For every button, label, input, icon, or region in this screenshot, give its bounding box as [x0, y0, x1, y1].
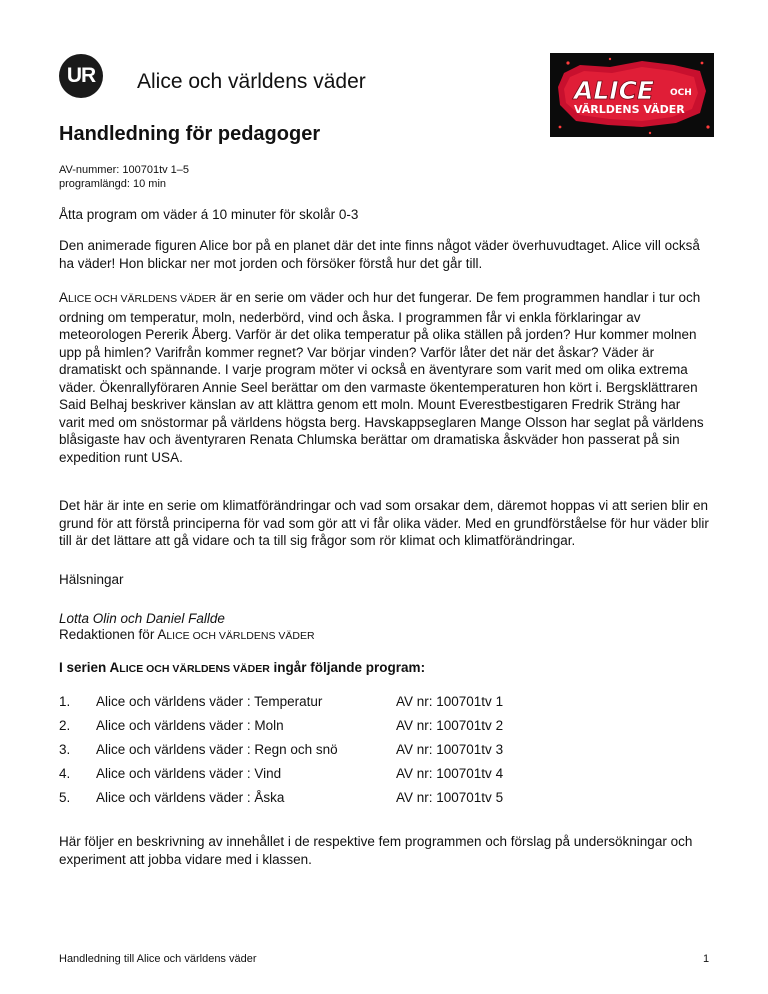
paragraph-2: [59, 289, 709, 466]
program-number: 1.: [59, 694, 71, 709]
sc-first: A: [59, 290, 69, 305]
sc-rest: LICE OCH VÄRLDENS VÄDER: [68, 293, 217, 305]
program-av-number: AV nr: 100701tv 3: [396, 742, 504, 757]
av-number: AV-nummer: 100701tv 1–5: [59, 164, 190, 176]
series-logo-image: [550, 53, 714, 137]
series-logo-alice: ALICE: [574, 76, 655, 105]
series-logo-varldens: VÄRLDENS VÄDER: [574, 103, 685, 116]
signature-names: Lotta Olin och Daniel Fallde: [59, 611, 225, 626]
program-length: programlängd: 10 min: [59, 178, 167, 190]
series-heading-sc-rest: LICE OCH VÄRLDENS VÄDER: [119, 663, 270, 675]
signature-editorial: [59, 626, 709, 646]
program-number: 5.: [59, 790, 71, 805]
series-logo-och: OCH: [670, 88, 692, 98]
page-title: Handledning för pedagoger: [59, 123, 321, 145]
program-av-number: AV nr: 100701tv 2: [396, 718, 504, 733]
list-item: [59, 694, 659, 718]
program-title: Alice och världens väder : Åska: [96, 790, 285, 805]
closing-text: Här följer en beskrivning av innehållet i de respektive fem programmen och förslag på undersökningar och experiment att jobba vidare med i klassen.: [59, 834, 693, 867]
series-heading: [59, 659, 709, 679]
program-title: Alice och världens väder : Vind: [96, 766, 282, 781]
series-heading-suffix: ingår följande program:: [269, 660, 426, 675]
program-av-number: AV nr: 100701tv 5: [396, 790, 504, 805]
program-title: Alice och världens väder : Temperatur: [96, 694, 323, 709]
ur-logo: [59, 54, 103, 98]
paragraph-3: Det här är inte en serie om klimatförändringar och vad som orsakar dem, däremot hoppas vi att serien blir en grund för att förstå principerna för vad som gör att vi får olika väder. Med en grundförståelse för hur väder blir till är det lättare att gå vidare och ta till sig frågor som rör klimat och klimatförändringar.: [59, 498, 709, 548]
intro-text: Åtta program om väder á 10 minuter för skolår 0-3: [59, 207, 359, 222]
footer-text: Handledning till Alice och världens väder: [59, 953, 257, 965]
program-av-number: AV nr: 100701tv 1: [396, 694, 504, 709]
list-item: [59, 742, 659, 766]
program-title: Alice och världens väder : Moln: [96, 718, 284, 733]
editorial-sc-first: A: [157, 627, 167, 642]
paragraph-1: Den animerade figuren Alice bor på en planet där det inte finns något väder överhuvudtaget. Alice vill också ha väder! Hon blickar ner mot jorden och försöker förstå hur det går till.: [59, 238, 700, 271]
list-item: [59, 766, 659, 790]
program-number: 4.: [59, 766, 71, 781]
editorial-prefix: Redaktionen för: [59, 627, 158, 642]
list-item: [59, 718, 659, 742]
paragraph-2-body: är en serie om väder och hur det fungerar. De fem programmen handlar i tur och ordning om temperatur, moln, nederbörd, vind och åska. I programmen får vi enkla förklaringar av meteorologen Pererik Åberg. Varför är det olika temperatur på olika ställen på jorden? Hur kommer molnen upp på himlen? Varifrån kommer regnet? Var börjar vinden? Varför låter det när det åskar? Väder är dramatiskt och spännande. I varje program möter vi också en äventyrare som varit med om olika extrema väder. Ökenrallyföraren Annie Seel berättar om den varmaste ökentemperaturen hon kört i. Bergsklättraren Said Belhaj beskriver känslan av att klättra genom ett moln. Mount Everestbestigaren Fredrik Sträng har varit med om snöstormar på världens högsta berg. Havskappseglaren Mange Olsson har seglat på världens blåsigaste hav och äventyraren Renata Chlumska berättar om dramatiska åskväder hon passerat på sin expedition runt USA.: [59, 290, 704, 465]
program-av-number: AV nr: 100701tv 4: [396, 766, 504, 781]
program-title: Alice och världens väder : Regn och snö: [96, 742, 338, 757]
list-item: [59, 790, 659, 814]
series-heading-prefix: I serien: [59, 660, 110, 675]
editorial-sc-rest: LICE OCH VÄRLDENS VÄDER: [166, 630, 315, 642]
series-title: Alice och världens väder: [137, 70, 366, 93]
ur-logo-text: UR: [66, 64, 96, 87]
greeting: Hälsningar: [59, 572, 124, 587]
series-heading-sc-first: A: [109, 660, 120, 675]
program-number: 2.: [59, 718, 71, 733]
program-number: 3.: [59, 742, 71, 757]
series-logo-graphic: [550, 53, 714, 137]
page-number: 1: [703, 953, 710, 965]
